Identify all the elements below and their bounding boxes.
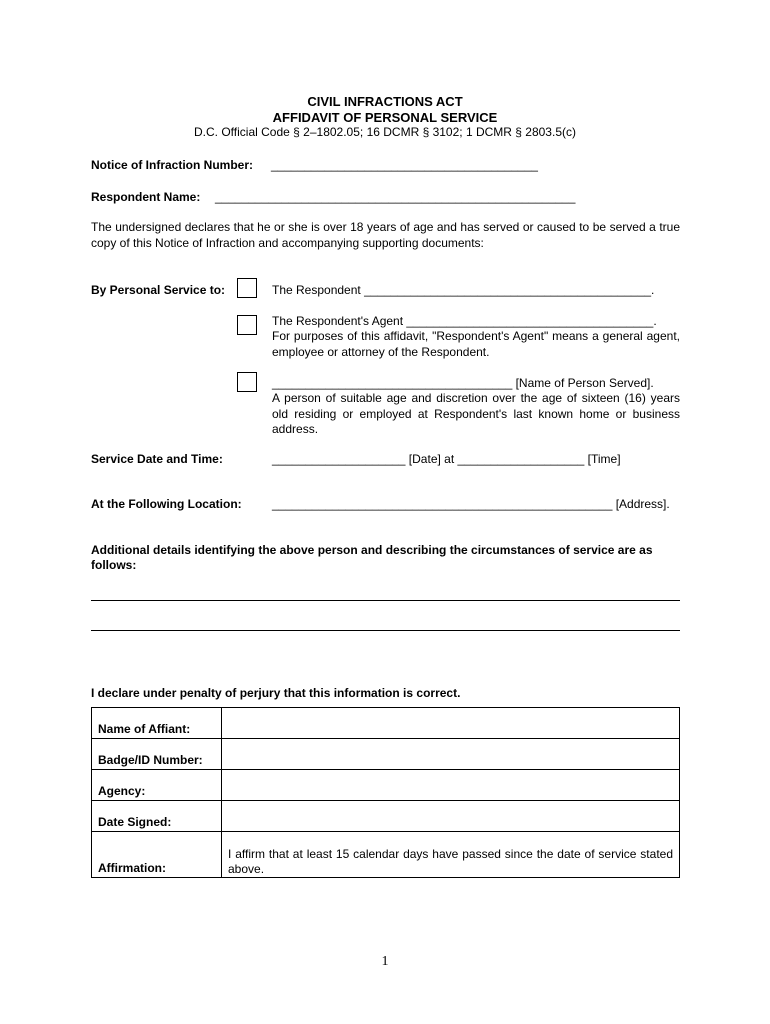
form-title: CIVIL INFRACTIONS ACT — [307, 94, 463, 109]
additional-details-line-1[interactable] — [91, 600, 680, 601]
badge-id-label: Badge/ID Number: — [92, 739, 222, 770]
service-date-time-field[interactable]: ____________________ [Date] at ___________________ [Time] — [272, 452, 621, 466]
additional-details-line-2[interactable] — [91, 630, 680, 631]
service-location-label: At the Following Location: — [91, 497, 242, 511]
affirmation-text: I affirm that at least 15 calendar days have passed since the date of service stated above. — [222, 832, 680, 878]
respondent-name-label: Respondent Name: — [91, 190, 201, 204]
perjury-declaration: I declare under penalty of perjury that this information is correct. — [91, 686, 461, 700]
form-subtitle: AFFIDAVIT OF PERSONAL SERVICE — [272, 110, 498, 125]
service-location-field[interactable]: ___________________________________________________ [Address]. — [272, 497, 670, 511]
declaration-text: The undersigned declares that he or she is over 18 years of age and has served or caused to be served a true copy of this Notice of Infraction and accompanying supporting documents: — [91, 220, 680, 250]
date-signed-label: Date Signed: — [92, 801, 222, 832]
person-served-description: A person of suitable age and discretion over the age of sixteen (16) years old residing or employed at Respondent's last known home or business address. — [272, 391, 680, 436]
affiant-table — [91, 707, 680, 878]
respondent-name-field[interactable]: ______________________________________________________ — [215, 190, 576, 204]
respondent-option-text: The Respondent ___________________________________________. — [272, 283, 655, 297]
agent-definition-text: For purposes of this affidavit, "Respondent's Agent" means a general agent, employee or attorney of the Respondent. — [272, 329, 680, 359]
legal-code-reference: D.C. Official Code § 2–1802.05; 16 DCMR § 3102; 1 DCMR § 2803.5(c) — [194, 125, 576, 139]
date-signed-field[interactable] — [222, 801, 680, 832]
table-row — [92, 770, 680, 801]
badge-id-field[interactable] — [222, 739, 680, 770]
agent-option-text: The Respondent's Agent _____________________________________. — [272, 314, 657, 328]
table-row — [92, 739, 680, 770]
affiant-name-field[interactable] — [222, 708, 680, 739]
table-row — [92, 708, 680, 739]
affirmation-label: Affirmation: — [92, 832, 222, 878]
page-number: 1 — [381, 954, 389, 969]
additional-details-label: Additional details identifying the above person and describing the circumstances of service are as follows: — [91, 543, 653, 572]
notice-number-field[interactable]: ________________________________________ — [271, 158, 538, 172]
personal-service-label: By Personal Service to: — [91, 283, 226, 297]
affiant-name-label: Name of Affiant: — [92, 708, 222, 739]
table-row — [92, 832, 680, 878]
respondent-checkbox[interactable] — [237, 278, 257, 298]
person-served-option-text: ____________________________________ [Name of Person Served]. — [272, 376, 654, 390]
notice-number-label: Notice of Infraction Number: — [91, 158, 254, 172]
other-person-checkbox[interactable] — [237, 372, 257, 392]
service-date-time-label: Service Date and Time: — [91, 452, 223, 466]
agency-label: Agency: — [92, 770, 222, 801]
agency-field[interactable] — [222, 770, 680, 801]
agent-checkbox[interactable] — [237, 315, 257, 335]
table-row — [92, 801, 680, 832]
